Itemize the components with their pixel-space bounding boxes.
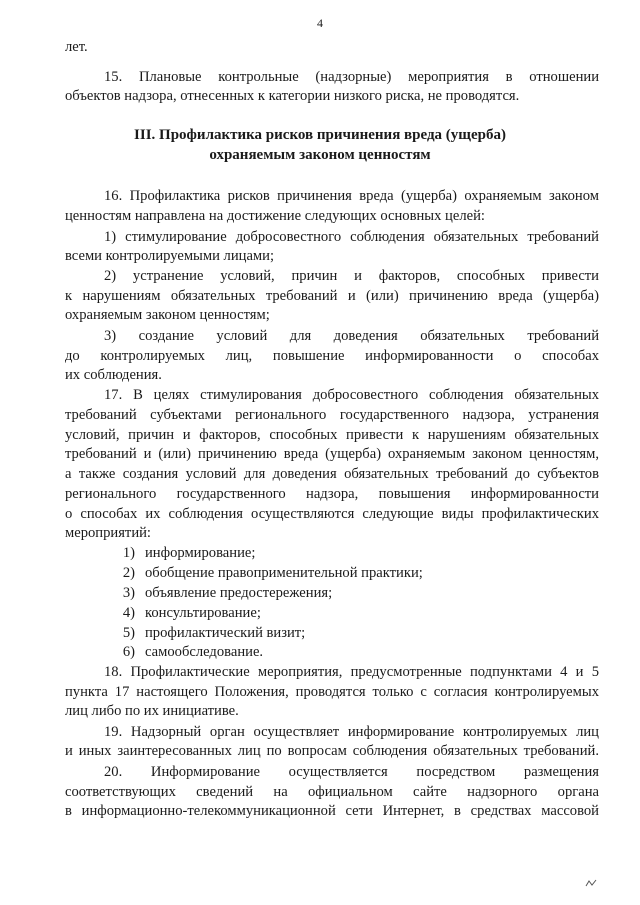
text-line: объектов надзора, отнесенных к категории низкого риска, не проводятся. <box>65 88 520 104</box>
scan-mark-icon <box>584 878 598 888</box>
text-line: 15. Плановые контрольные (надзорные) мероприятия в отношении <box>104 69 599 85</box>
text-line: лет. <box>65 39 88 55</box>
list-item-text: обобщение правоприменительной практики; <box>145 565 423 581</box>
list-item-number: 1) <box>122 545 135 561</box>
list-item <box>65 623 305 643</box>
section-heading-line1: III. Профилактика рисков причинения вреда (ущерба) <box>134 127 506 143</box>
paragraph-16-line: всеми контролируемыми лицами; <box>65 248 275 264</box>
list-item <box>65 603 261 623</box>
paragraph-16-line: 16. Профилактика рисков причинения вреда (ущерба) охраняемым законом <box>104 188 599 204</box>
list-item <box>65 563 423 583</box>
list-item-text: информирование; <box>145 545 256 561</box>
list-item-number: 4) <box>122 605 135 621</box>
list-item-text: профилактический визит; <box>145 625 306 641</box>
list-item-number: 5) <box>122 625 135 641</box>
paragraph-19-line: и иных заинтересованных лиц по вопросам соблюдения обязательных требований. <box>65 743 599 759</box>
list-item <box>65 583 332 603</box>
list-item-number: 6) <box>122 644 135 660</box>
paragraph-18-line: лиц либо по их инициативе. <box>65 703 239 719</box>
list-item-number: 2) <box>122 565 135 581</box>
list-item <box>65 642 263 662</box>
paragraph-18-line: пункта 17 настоящего Положения, проводятся только с согласия контролируемых <box>65 684 599 700</box>
list-item <box>65 543 255 563</box>
list-item-number: 3) <box>122 585 135 601</box>
paragraph-18-line: 18. Профилактические мероприятия, предусмотренные подпунктами 4 и 5 <box>104 664 599 680</box>
paragraph-16-line: 1) стимулирование добросовестного соблюдения обязательных требований <box>104 229 599 245</box>
page-number: 4 <box>317 16 323 30</box>
paragraph-19-line: 19. Надзорный орган осуществляет информирование контролируемых лиц <box>104 724 599 740</box>
paragraph-16-line: ценностям направлена на достижение следующих основных целей: <box>65 208 485 224</box>
paragraph-16-line: охраняемым законом ценностям; <box>65 307 270 323</box>
paragraph-17-line: о способах их соблюдения осуществляются следующие виды профилактических <box>65 506 599 522</box>
paragraph-16-line: их соблюдения. <box>65 367 162 383</box>
paragraph-20-line: в информационно-телекоммуникационной сети Интернет, в средствах массовой <box>65 803 599 819</box>
paragraph-17-line: требований и (или) причинению вреда (ущерба) охраняемым законом ценностям, <box>65 446 599 462</box>
paragraph-17-line: а также создания условий для доведения обязательных требований до субъектов <box>65 466 599 482</box>
paragraph-16-line: до контролируемых лиц, повышение информированности о способах <box>65 348 599 364</box>
paragraph-20-line: 20. Информирование осуществляется посредством размещения <box>104 764 599 780</box>
list-item-text: консультирование; <box>145 605 261 621</box>
section-heading-line2: охраняемым законом ценностям <box>209 147 431 163</box>
list-item-text: объявление предостережения; <box>145 585 333 601</box>
paragraph-17-line: условий, причин и факторов, способных привести к нарушениям обязательных <box>65 427 599 443</box>
paragraph-16-line: к нарушениям обязательных требований и (или) причинению вреда (ущерба) <box>65 288 599 304</box>
paragraph-17-line: мероприятий: <box>65 525 151 541</box>
paragraph-20-line: соответствующих сведений на официальном сайте надзорного органа <box>65 784 599 800</box>
paragraph-17-line: регионального государственного надзора, повышения информированности <box>65 486 599 502</box>
paragraph-16-line: 3) создание условий для доведения обязательных требований <box>104 328 599 344</box>
paragraph-17-line: 17. В целях стимулирования добросовестного соблюдения обязательных <box>104 387 599 403</box>
paragraph-17-line: требований субъектами регионального государственного надзора, устранения <box>65 407 599 423</box>
list-item-text: самообследование. <box>145 644 264 660</box>
paragraph-16-line: 2) устранение условий, причин и факторов, способных привести <box>104 268 599 284</box>
